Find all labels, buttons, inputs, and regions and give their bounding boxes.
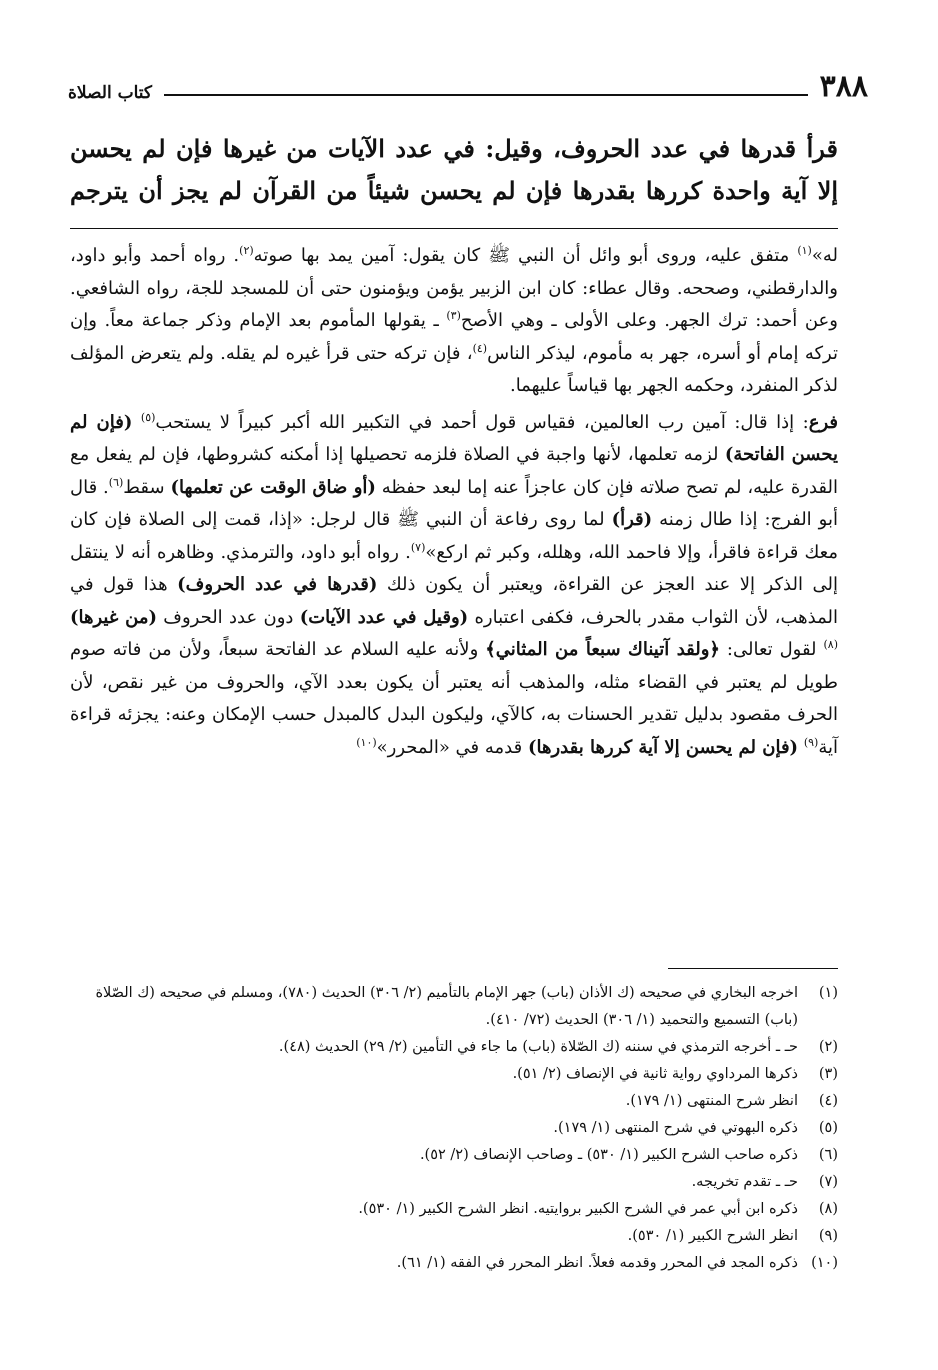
matn-text xyxy=(70,128,838,212)
text-run: ولأنه عليه السلام عد الفاتحة سبعاً، ولأن من فاته صوم طويل لم يعتبر في القضاء مثله، والمذهب أنه يعتبر أن يكون بعدد الآي، والحروف من غير نقص، لأن الحرف مقصود بدليل تقدير الحسنات به، كالآي، وليكون البدل كالمبدل حسب الإمكان وعنه: يجزئه قراءة آية xyxy=(70,639,838,758)
footnote-ref: (٣) xyxy=(446,309,461,322)
footnote xyxy=(70,1088,838,1115)
text-run: : إذا قال: آمين رب العالمين، فقياس قول أحمد في التكبير الله أكبر كبيراً لا يستحب xyxy=(155,411,809,433)
footnote-ref: (٤) xyxy=(472,341,488,355)
text-run: لزمه تعلمها، لأنها واجبة في الصلاة فلزمه تحصيلها إذا أمكنه كشروطها، فإن لم يفعل مع القدرة عليه، لم تصح صلاته فإن كان عاجزاً عنه إما لبعد حفظه xyxy=(70,444,838,498)
page-number: ٣٨٨ xyxy=(819,69,868,104)
bold-run: (من غيرها) xyxy=(70,606,157,628)
bold-run: (فإن لم يحسن إلا آية كررها بقدرها) xyxy=(527,736,799,758)
text-run: هذا قول في المذهب، لأن الثواب مقدر بالحرف، فكفى اعتباره xyxy=(70,574,838,628)
footnote-text: ذكره ابن أبي عمر في الشرح الكبير بروايتيه. انظر الشرح الكبير (١/ ٥٣٠). xyxy=(358,1201,798,1217)
footnotes xyxy=(70,980,838,1277)
text-run: له» xyxy=(811,245,838,266)
footnote xyxy=(70,1196,838,1223)
text-run: ، فإن تركه حتى قرأ غيره لم يقله. ولم يتعرض المؤلف لذكر المنفرد، وحكمه الجهر بها قياساً عليهما. xyxy=(70,342,838,396)
matn-divider xyxy=(70,228,838,229)
footnote-text: ذكره البهوتي في شرح المنتهى (١/ ١٧٩). xyxy=(553,1120,798,1136)
footnote-ref: (٩) xyxy=(803,735,819,749)
footnote-text: انظر شرح المنتهى (١/ ١٧٩). xyxy=(625,1093,798,1109)
bold-run: (قدرها في عدد الحروف) xyxy=(177,574,378,595)
footnote-ref: (١) xyxy=(797,244,812,257)
text-run: لقول تعالى: xyxy=(719,639,824,660)
bold-run: (قرأ) xyxy=(611,509,653,530)
footnote xyxy=(70,1142,838,1169)
text-run: متفق عليه، وروى أبو وائل أن النبي ﷺ كان يقول: آمين يمد بها صوته xyxy=(253,245,798,266)
footnote-ref: (٥) xyxy=(140,410,156,424)
footnote xyxy=(70,1034,838,1061)
text-run: . رواه أحمد وأبو داود، والدارقطني، وصححه. وقال عطاء: كان ابن الزبير يؤمن ويؤمنون حتى أن للمسجد للجة، رواه الشافعي. وعن أحمد: ترك الجهر. وعلى الأولى ـ وهي الأصح xyxy=(70,245,839,331)
footnote-number: (٧) xyxy=(818,1174,838,1190)
footnote-ref: (٢) xyxy=(239,244,254,257)
text-run: لما روى رفاعة أن النبي ﷺ قال لرجل: «إذا، قمت إلى الصلاة فإن كان معك قراءة فاقرأ، وإلا فاحمد الله، وهلله، وكبر ثم اركع» xyxy=(70,509,838,563)
text-run: . رواه أبو داود، والترمذي. وظاهره أنه لا ينتقل إلى الذكر إلا عند العجز عن القراءة، ويعتبر أن يكون ذلك xyxy=(70,541,838,595)
text-run: سقط xyxy=(123,476,171,498)
sharh-text xyxy=(70,240,838,768)
matn-line: إلا آية واحدة كررها بقدرها فإن لم يحسن شيئاً من القرآن لم يجز أن يترجم xyxy=(70,176,838,205)
text-run: . قال أبو الفرج: إذا طال زمنه xyxy=(70,476,838,530)
footnote-number: (٨) xyxy=(818,1201,838,1217)
footnote-text: ذكره المجد في المحرر وقدمه فعلاً. انظر المحرر في الفقه (١/ ٦١). xyxy=(396,1255,798,1271)
footnote-ref: (١٠) xyxy=(356,735,377,749)
footnote-divider xyxy=(668,968,838,969)
footnote-ref: (٨) xyxy=(823,638,838,651)
footnote-number: (١٠) xyxy=(811,1255,838,1271)
sharh-paragraph xyxy=(70,240,838,403)
bold-run: ﴿ولقد آتيناك سبعاً من المثاني﴾ xyxy=(485,639,720,660)
bold-run: فرع xyxy=(808,411,838,433)
footnote-ref: (٦) xyxy=(108,475,124,489)
footnote xyxy=(70,1115,838,1142)
text-run: قدمه في «المحرر» xyxy=(376,736,528,758)
text-run: ـ يقولها المأموم بعد الإمام وذكر جماعة معاً. وإن تركه إمام أو أسره، جهر به مأموم، ليذكر الناس xyxy=(70,310,838,364)
footnote-text: ذكرها المرداوي رواية ثانية في الإنصاف (٢/ ٥١). xyxy=(512,1066,798,1082)
footnote-text: حـ ـ تقدم تخريجه. xyxy=(691,1174,798,1190)
bold-run: (فإن لم يحسن الفاتحة) xyxy=(70,411,838,465)
text-run xyxy=(132,412,141,433)
bold-run: (وقيل في عدد الآيات) xyxy=(299,606,469,628)
book-title: كتاب الصلاة xyxy=(68,83,153,103)
footnote-text: اخرجه البخاري في صحيحه (ك الأذان (باب) جهر الإمام بالتأميم (٢/ ٣٠٦) الحديث (٧٨٠)، ومسلم في صحيحه (ك الصّلاة (باب) التسميع والتحميد (١/ ٣٠٦) الحديث (٧٢/ ٤١٠). xyxy=(95,985,798,1028)
footnote-number: (٥) xyxy=(818,1120,838,1136)
footnote xyxy=(70,1250,838,1277)
footnote-number: (٩) xyxy=(818,1228,838,1244)
footnote-text: انظر الشرح الكبير (١/ ٥٣٠). xyxy=(627,1228,798,1244)
footnote xyxy=(70,1169,838,1196)
sharh-paragraph xyxy=(70,407,838,765)
footnote xyxy=(70,980,838,1034)
footnote-number: (٤) xyxy=(818,1093,838,1109)
footnote xyxy=(70,1223,838,1250)
footnote-number: (٢) xyxy=(818,1039,838,1055)
footnote xyxy=(70,1061,838,1088)
page-header xyxy=(68,62,868,102)
text-run: دون عدد الحروف xyxy=(156,606,300,628)
footnote-number: (٦) xyxy=(818,1147,838,1163)
footnote-ref: (٧) xyxy=(410,540,426,554)
bold-run: (أو ضاق الوقت عن تعلمها) xyxy=(170,476,376,498)
footnote-text: حـ ـ أخرجه الترمذي في سننه (ك الصّلاة (باب) ما جاء في التأمين (٢/ ٢٩) الحديث (٤٨). xyxy=(278,1039,798,1055)
header-rule xyxy=(164,94,808,96)
matn-line: قرأ قدرها في عدد الحروف، وقيل: في عدد الآيات من غيرها فإن لم يحسن xyxy=(70,134,838,163)
footnote-number: (١) xyxy=(818,985,838,1001)
footnote-number: (٣) xyxy=(818,1066,838,1082)
footnote-text: ذكره صاحب الشرح الكبير (١/ ٥٣٠) ـ وصاحب الإنصاف (٢/ ٥٢). xyxy=(419,1147,798,1163)
